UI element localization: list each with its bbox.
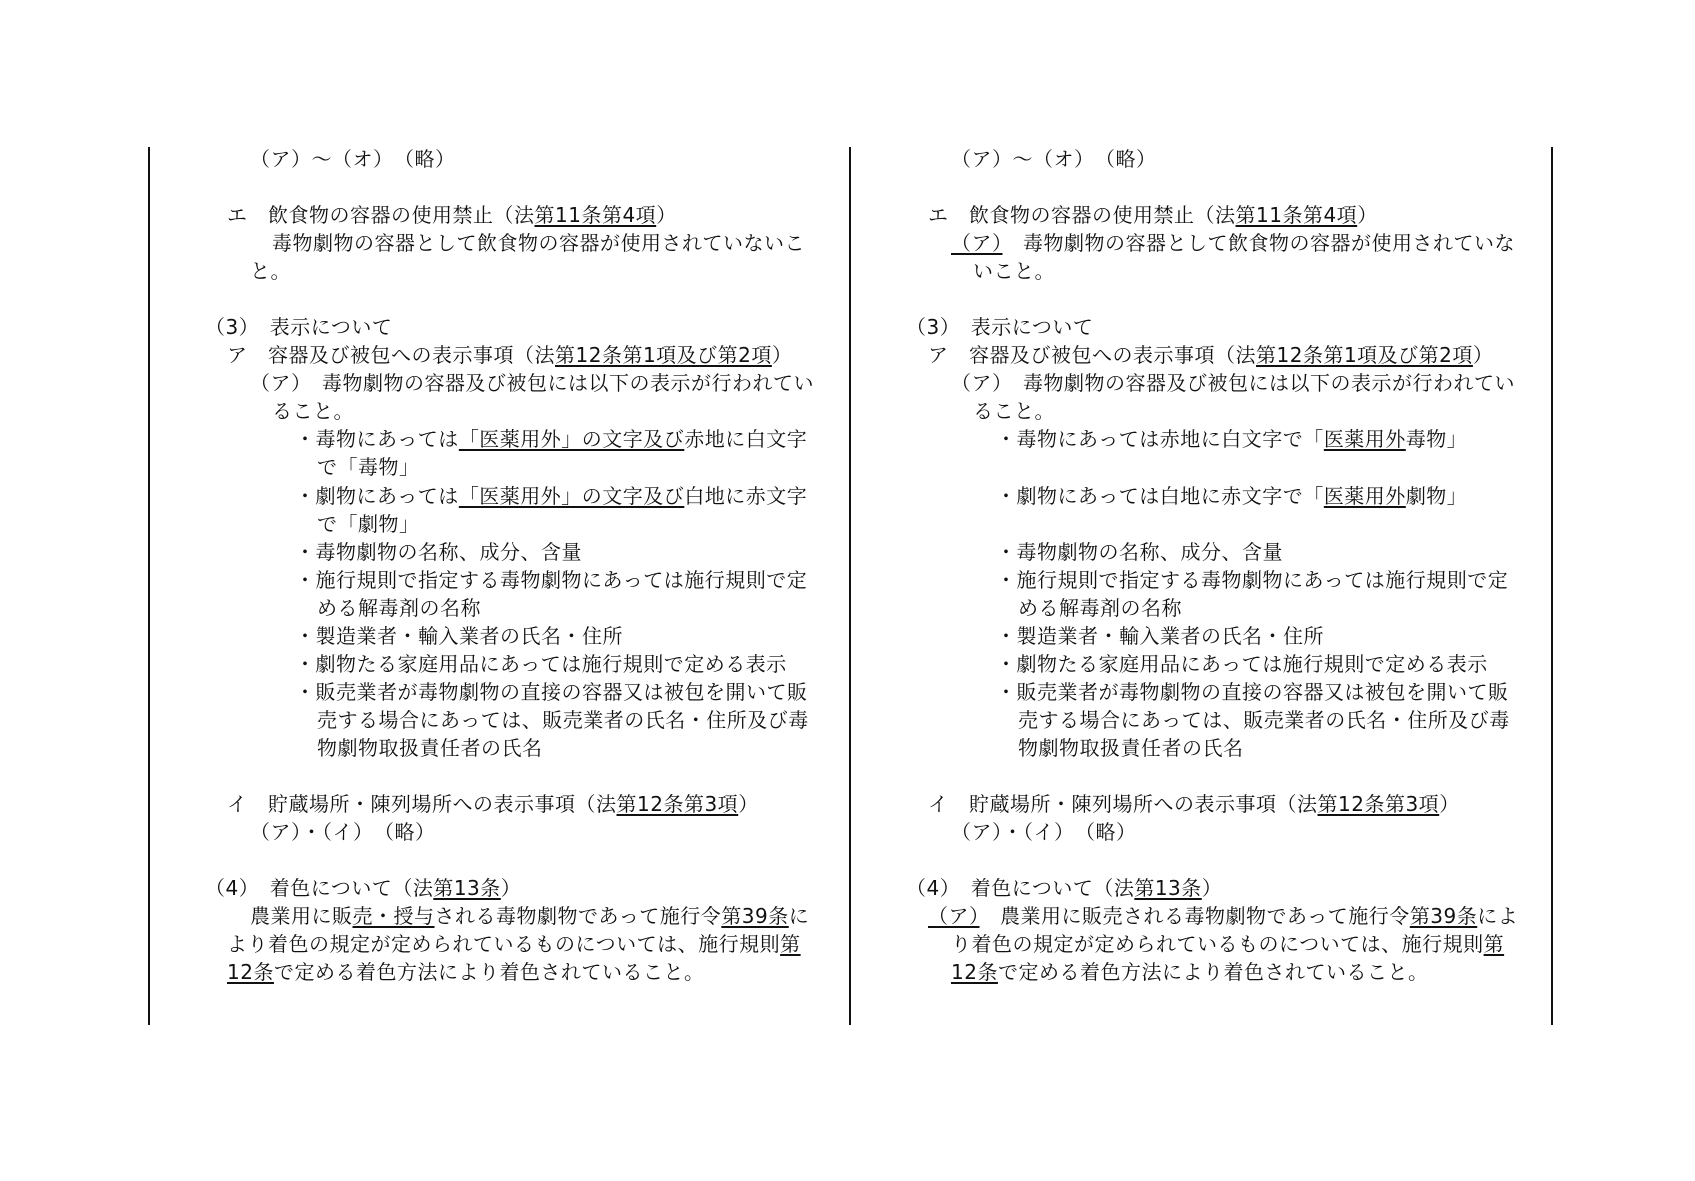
underlined-text-segment: 第12条第1項及び第2項 [1256, 343, 1473, 367]
text-segment: り着色の規定が定められているものについては、施行規則 [951, 932, 1484, 956]
underlined-text-segment: 12条 [951, 960, 998, 984]
center-divider-line [849, 147, 851, 1025]
text-segment: （ア）・（イ） （略） [951, 820, 1137, 844]
text-segment: （ア）・（イ） （略） [250, 820, 436, 844]
right-text-line [928, 343, 1493, 367]
underlined-text-segment: 第12条第3項 [1317, 792, 1440, 816]
text-segment: ア 容器及び被包への表示事項（法 [227, 343, 555, 367]
underlined-text-segment: 第13条 [1134, 876, 1202, 900]
text-segment: ） [771, 343, 793, 367]
text-segment: ・施行規則で指定する毒物劇物にあっては施行規則で定 [996, 568, 1509, 592]
left-text-line [227, 792, 759, 816]
right-text-line [996, 624, 1324, 648]
right-text-line [951, 932, 1504, 956]
text-segment: ・製造業者・輸入業者の氏名・住所 [295, 624, 623, 648]
text-segment: ） [1201, 876, 1223, 900]
underlined-text-segment: 第39条 [1409, 904, 1478, 928]
left-text-line [295, 427, 807, 451]
left-text-line [317, 596, 481, 620]
right-text-line [996, 680, 1509, 704]
text-segment: で定める着色方法により着色されていること。 [273, 960, 705, 984]
text-segment: ） [738, 792, 759, 816]
text-segment: ・毒物劇物の名称、成分、含量 [295, 540, 582, 564]
left-text-line [295, 568, 807, 592]
text-segment: ・販売業者が毒物劇物の直接の容器又は被包を開いて販 [295, 680, 808, 704]
underlined-text-segment: 第13条 [433, 876, 501, 900]
right-text-line [951, 147, 1157, 171]
text-segment: ア 容器及び被包への表示事項（法 [928, 343, 1256, 367]
text-segment: ること。 [272, 399, 354, 423]
left-text-line [205, 876, 521, 900]
text-segment: エ 飲食物の容器の使用禁止（法 [928, 203, 1236, 227]
left-text-line [250, 820, 436, 844]
text-segment: 物劇物取扱責任者の氏名 [317, 736, 543, 760]
left-text-line [295, 484, 807, 508]
text-segment: 赤地に白文字 [684, 427, 808, 451]
text-segment: ・劇物にあっては白地に赤文字で「 [996, 484, 1324, 508]
right-text-line [996, 568, 1508, 592]
text-segment: 白地に赤文字 [684, 484, 808, 508]
underlined-text-segment: 「医薬用外」の文字及び [458, 484, 685, 508]
text-segment: ） [1472, 343, 1494, 367]
text-segment: （ア） 毒物劇物の容器及び被包には以下の表示が行われてい [250, 371, 814, 395]
text-segment: （ア） 毒物劇物の容器及び被包には以下の表示が行われてい [951, 371, 1515, 395]
text-segment: める解毒剤の名称 [1018, 596, 1182, 620]
left-text-line [317, 455, 420, 479]
right-text-line [906, 315, 1093, 339]
underlined-text-segment: 第39条 [721, 904, 789, 928]
left-text-line [317, 512, 420, 536]
text-segment: ・劇物たる家庭用品にあっては施行規則で定める表示 [295, 652, 787, 676]
right-text-line [996, 652, 1488, 676]
right-text-line [951, 960, 1428, 984]
text-segment: 売する場合にあっては、販売業者の氏名・住所及び毒 [1018, 708, 1510, 732]
right-text-line [996, 484, 1467, 508]
text-segment: （4） 着色について（法 [906, 876, 1135, 900]
left-text-line [250, 259, 291, 283]
underlined-text-segment: 第 [1483, 932, 1505, 956]
text-segment: で「毒物」 [317, 455, 420, 479]
left-text-line [272, 399, 354, 423]
text-segment: ・劇物にあっては [295, 484, 459, 508]
underlined-text-segment: 12条 [227, 960, 274, 984]
text-segment: イ 貯蔵場所・陳列場所への表示事項（法 [928, 792, 1318, 816]
text-segment: 農業用に販売される毒物劇物であって施行令 [979, 904, 1410, 928]
left-text-line [227, 203, 677, 227]
underlined-text-segment: 第11条第4項 [534, 203, 657, 227]
text-segment: （ア）～（オ） （略） [951, 147, 1157, 171]
text-segment: ） [1357, 203, 1378, 227]
text-segment: （3） 表示について [906, 315, 1094, 339]
text-segment: いこと。 [973, 259, 1055, 283]
underlined-text-segment: 第12条第3項 [616, 792, 739, 816]
text-segment: イ 貯蔵場所・陳列場所への表示事項（法 [227, 792, 617, 816]
text-segment: より着色の規定が定められているものについては、施行規則 [227, 932, 781, 956]
underlined-text-segment: （ア） [928, 904, 980, 928]
right-text-line [973, 399, 1055, 423]
text-segment: で「劇物」 [317, 512, 420, 536]
text-segment: エ 飲食物の容器の使用禁止（法 [227, 203, 535, 227]
right-text-line [951, 231, 1515, 255]
text-segment: ・毒物にあっては [295, 427, 459, 451]
text-segment: （4） 着色について（法 [205, 876, 434, 900]
right-text-line [951, 371, 1515, 395]
text-segment: ・製造業者・輸入業者の氏名・住所 [996, 624, 1324, 648]
text-segment: 劇物」 [1405, 484, 1468, 508]
right-text-line [1018, 596, 1182, 620]
text-segment: 物劇物取扱責任者の氏名 [1018, 736, 1244, 760]
text-segment: ・施行規則で指定する毒物劇物にあっては施行規則で定 [295, 568, 808, 592]
left-text-line [205, 315, 392, 339]
left-text-line [250, 371, 814, 395]
right-text-line [928, 904, 1518, 928]
text-segment: （ア）～（オ） （略） [250, 147, 456, 171]
underlined-text-segment: 医薬用外 [1323, 484, 1406, 508]
right-text-line [1018, 708, 1510, 732]
left-text-line [295, 652, 787, 676]
left-text-line [295, 624, 623, 648]
left-text-line [317, 736, 543, 760]
text-segment: によ [1477, 904, 1519, 928]
text-segment: で定める着色方法により着色されていること。 [997, 960, 1429, 984]
text-segment: と。 [250, 259, 291, 283]
text-segment: に [788, 904, 810, 928]
left-text-line [272, 231, 805, 255]
right-text-line [928, 203, 1378, 227]
left-text-line [227, 960, 704, 984]
text-segment: 毒物劇物の容器として飲食物の容器が使用されていないこ [272, 231, 805, 255]
right-text-line [906, 876, 1222, 900]
left-text-line [227, 343, 792, 367]
text-segment: ・販売業者が毒物劇物の直接の容器又は被包を開いて販 [996, 680, 1509, 704]
text-segment: 毒物」 [1405, 427, 1468, 451]
underlined-text-segment: 売・授与 [352, 904, 435, 928]
left-text-line [295, 680, 808, 704]
right-text-line [996, 427, 1467, 451]
text-segment: ること。 [973, 399, 1055, 423]
text-segment: 毒物劇物の容器として飲食物の容器が使用されていな [1002, 231, 1515, 255]
underlined-text-segment: （ア） [951, 231, 1003, 255]
underlined-text-segment: 第 [780, 932, 801, 956]
text-segment: 農業用に販 [250, 904, 353, 928]
text-segment: される毒物劇物であって施行令 [434, 904, 722, 928]
left-text-line [317, 708, 809, 732]
left-text-line [250, 904, 809, 928]
underlined-text-segment: 「医薬用外」の文字及び [458, 427, 685, 451]
right-text-line [951, 820, 1137, 844]
text-segment: 売する場合にあっては、販売業者の氏名・住所及び毒 [317, 708, 809, 732]
left-text-line [295, 540, 582, 564]
text-segment: ・劇物たる家庭用品にあっては施行規則で定める表示 [996, 652, 1488, 676]
text-segment: める解毒剤の名称 [317, 596, 481, 620]
left-text-line [227, 932, 801, 956]
left-border-line [148, 147, 150, 1025]
right-text-line [973, 259, 1055, 283]
right-text-line [928, 792, 1460, 816]
left-text-line [250, 147, 456, 171]
text-segment: ・毒物劇物の名称、成分、含量 [996, 540, 1283, 564]
text-segment: （3） 表示について [205, 315, 393, 339]
underlined-text-segment: 医薬用外 [1323, 427, 1406, 451]
text-segment: ） [656, 203, 677, 227]
underlined-text-segment: 第11条第4項 [1235, 203, 1358, 227]
text-segment: ・毒物にあっては赤地に白文字で「 [996, 427, 1324, 451]
right-text-line [1018, 736, 1244, 760]
text-segment: ） [1439, 792, 1460, 816]
right-text-line [996, 540, 1283, 564]
text-segment: ） [500, 876, 522, 900]
right-border-line [1551, 147, 1553, 1025]
underlined-text-segment: 第12条第1項及び第2項 [555, 343, 772, 367]
